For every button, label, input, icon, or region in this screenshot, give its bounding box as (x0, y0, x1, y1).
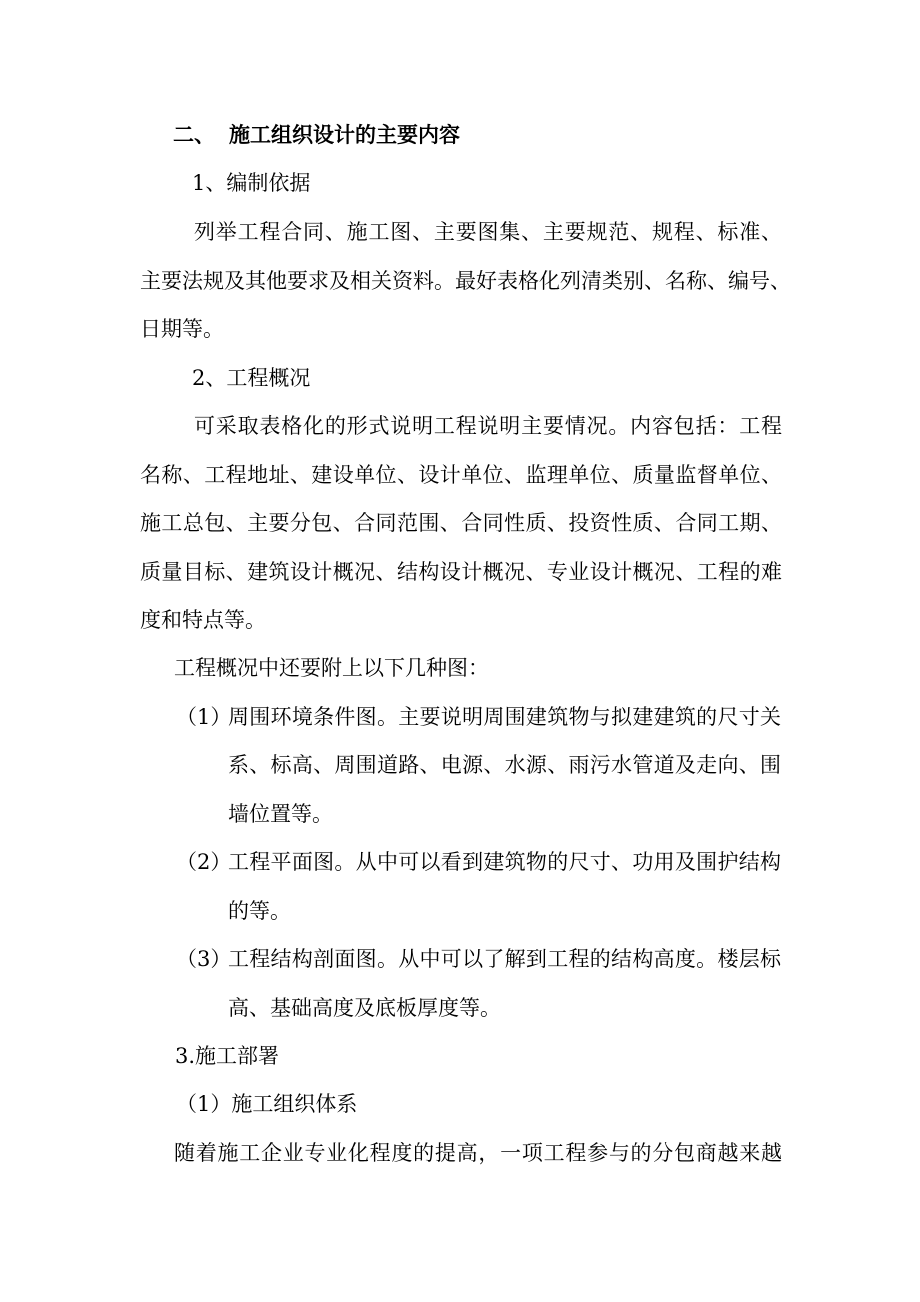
subheading-basis: 1、编制依据 (192, 171, 311, 195)
list-item-number: （3） (176, 947, 232, 971)
subheading-deployment: 3.施工部署 (175, 1044, 280, 1068)
paragraph-line: 名称、工程地址、建设单位、设计单位、监理单位、质量监督单位、 (140, 463, 782, 487)
list-item-line: 墙位置等。 (228, 802, 333, 826)
section-heading-number: 二、 (173, 122, 215, 147)
paragraph-line: 列举工程合同、施工图、主要图集、主要规范、规程、标准、 (194, 220, 782, 244)
subheading-overview: 2、工程概况 (192, 366, 311, 390)
paragraph-line: 随着施工企业专业化程度的提高，一项工程参与的分包商越来越 (174, 1141, 782, 1165)
subheading-organization: （1）施工组织体系 (176, 1092, 358, 1116)
list-item-3 (176, 945, 232, 973)
list-item-line: 工程平面图。从中可以看到建筑物的尺寸、功用及围护结构 (228, 850, 781, 874)
list-item-line: 的等。 (228, 899, 291, 923)
attachment-intro: 工程概况中还要附上以下几种图： (174, 656, 489, 680)
list-item-2 (176, 848, 232, 876)
section-heading (173, 121, 460, 149)
list-item-1 (176, 703, 232, 731)
paragraph-line: 施工总包、主要分包、合同范围、合同性质、投资性质、合同工期、 (140, 511, 782, 535)
list-item-line: 高、基础高度及底板厚度等。 (228, 996, 501, 1020)
paragraph-line: 质量目标、建筑设计概况、结构设计概况、专业设计概况、工程的难 (140, 560, 782, 584)
list-item-line: 周围环境条件图。主要说明周围建筑物与拟建建筑的尺寸关 (228, 705, 781, 729)
list-item-number: （1） (176, 705, 232, 729)
paragraph-line: 主要法规及其他要求及相关资料。最好表格化列清类别、名称、编号、 (140, 269, 791, 293)
list-item-line: 系、标高、周围道路、电源、水源、雨污水管道及走向、围 (228, 753, 781, 777)
section-heading-title: 施工组织设计的主要内容 (229, 122, 460, 147)
list-item-number: （2） (176, 850, 232, 874)
list-item-line: 工程结构剖面图。从中可以了解到工程的结构高度。楼层标 (228, 947, 781, 971)
paragraph-line: 可采取表格化的形式说明工程说明主要情况。内容包括：工程 (194, 414, 782, 438)
paragraph-line: 日期等。 (140, 317, 224, 341)
paragraph-line: 度和特点等。 (140, 608, 266, 632)
